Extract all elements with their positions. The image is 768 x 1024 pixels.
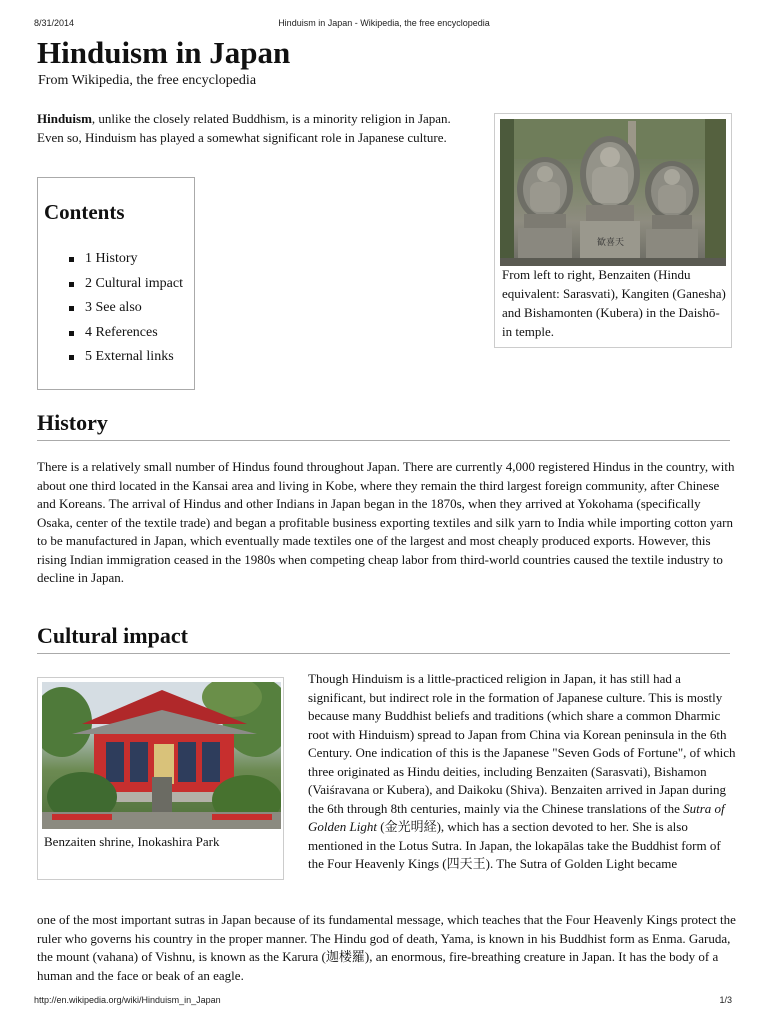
history-heading: History: [37, 410, 108, 435]
shrine-figure: [37, 677, 284, 880]
toc-item-see-also[interactable]: 3 See also: [66, 298, 183, 323]
intro-bold-term: Hinduism: [37, 111, 92, 126]
toc-list: [66, 249, 183, 372]
intro-text: , unlike the closely related Buddhism, is a minority religion in Japan. Even so, Hinduism has played a somewhat significant role in Japanese culture.: [37, 111, 451, 145]
statues-caption: From left to right, Benzaiten (Hindu equivalent: Sarasvati), Kangiten (Ganesha) and Bishamonten (Kubera) in the Daishō-in temple.: [502, 267, 726, 339]
cultural-text-part-b: (金光明経), which has a section devoted to her. She is also mentioned in the Lotus Sutra. In Japan, the lokapālas take the Buddhist form of the Four Heavenly Kings (四天王). The Sutra of Golden Light became: [308, 819, 721, 871]
intro-paragraph: [37, 109, 477, 147]
print-doc-title: Hinduism in Japan - Wikipedia, the free encyclopedia: [278, 18, 490, 28]
print-date: 8/31/2014: [34, 18, 75, 28]
tagline: From Wikipedia, the free encyclopedia: [38, 73, 257, 88]
table-of-contents: [37, 177, 195, 390]
toc-item-references[interactable]: 4 References: [66, 323, 183, 348]
cultural-impact-paragraph-side: [308, 670, 738, 874]
toc-item-cultural-impact[interactable]: 2 Cultural impact: [66, 274, 183, 299]
statue-sign-text: 歓喜天: [597, 238, 625, 248]
history-heading-rule: [37, 440, 730, 441]
cultural-impact-heading-rule: [37, 653, 730, 654]
cultural-text-part-a: Though Hinduism is a little-practiced religion in Japan, it has still had a significant, but indirect role in the formation of Japanese culture. This is mostly because many Buddhist beliefs and traditions (which share a common Dharmic root with Hinduism) spread to Japan from China via Korean peninsula in the 6th Century. One indication of this is the Japanese "Seven Gods of Fortune", of which three originated as Hindu deities, including Benzaiten (Sarasvati), Bishamon (Vaiśravana or Kubera), and Daikoku (Shiva). Benzaiten arrived in Japan during the 6th through 8th centuries, mainly via the Chinese translations of the: [308, 671, 736, 816]
toc-title: Contents: [44, 200, 125, 224]
statues-illustration: [500, 119, 726, 266]
page-title: Hinduism in Japan: [37, 35, 291, 70]
history-paragraph: There is a relatively small number of Hindus found throughout Japan. There are currently 4,000 registered Hindus in the country, with about one third located in the Kansai area and living in Kobe, where they remain the third largest foreign community, after Chinese and Koreans. The arrival of Hindus and other Indians in Japan began in the 1870s, when they arrived at Yokohama (specifically Osaka, center of the textile trade) and began a profitable business exporting textiles and silk yarn to India while importing cotton yarn to be manufactured in Japan, which eventually made textiles one of the largest and most cheaply produced exports. However, this rising Indian immigration ceased in the 1980s when competing cheap labor from third-world countries caused the textile industry to decline in Japan.: [37, 459, 735, 585]
shrine-image[interactable]: [42, 682, 281, 829]
print-page-number: 1/3: [719, 995, 732, 1005]
cultural-impact-heading: Cultural impact: [37, 623, 188, 648]
shrine-caption: Benzaiten shrine, Inokashira Park: [44, 834, 220, 849]
toc-item-history[interactable]: 1 History: [66, 249, 183, 274]
statues-image[interactable]: [500, 119, 726, 266]
statues-figure: [494, 113, 732, 348]
sutra-title: Sutra of Golden Light: [308, 800, 725, 834]
toc-item-external-links[interactable]: 5 External links: [66, 347, 183, 372]
print-url: http://en.wikipedia.org/wiki/Hinduism_in_Japan: [34, 995, 221, 1005]
shrine-illustration: [42, 682, 281, 829]
cultural-impact-paragraph-full: one of the most important sutras in Japan because of its fundamental message, which teaches that the Four Heavenly Kings protect the ruler who governs his country in the proper manner. The Hindu god of death, Yama, is known in his Buddhist form as Enma. Garuda, the mount (vahana) of Vishnu, is known as the Karura (迦楼羅), an enormous, fire-breathing creature in Japan. It has the body of a human and the face or beak of an eagle.: [37, 912, 736, 983]
